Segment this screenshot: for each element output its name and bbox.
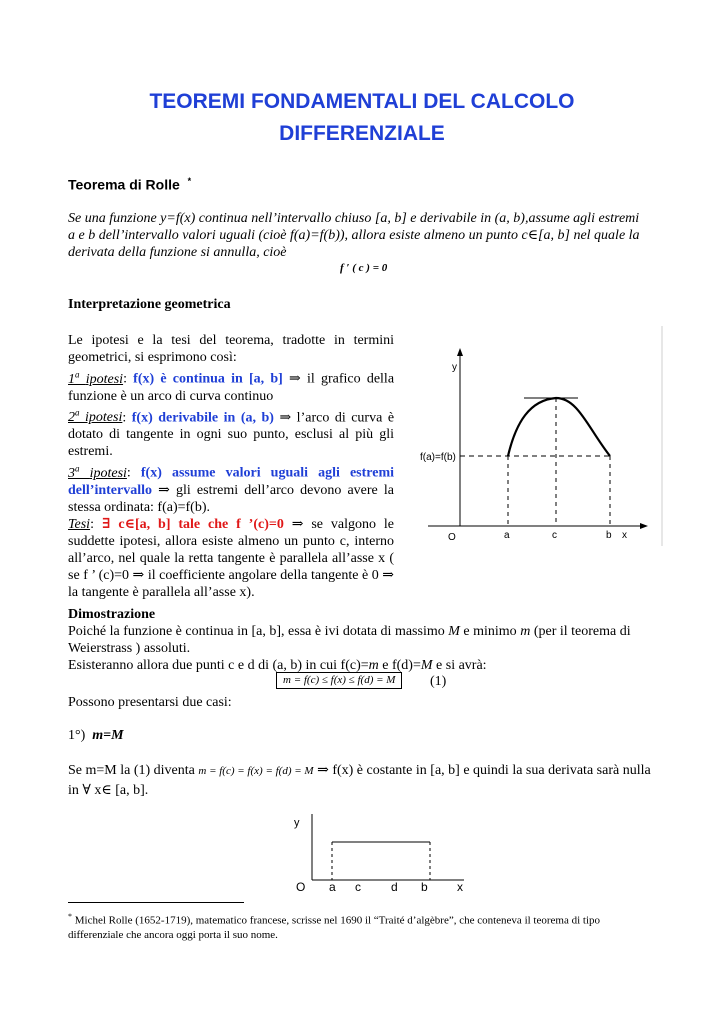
g1-y-label: y [452,362,457,373]
inequality-number: (1) [430,674,447,689]
case1-num: 1°) [68,728,86,743]
g1-x-label: x [622,530,627,541]
case1-body [68,761,658,801]
function-curve [508,398,610,456]
g2-d-label: d [391,880,398,894]
dim-heading: Dimostrazione [68,607,156,622]
rolle-graph [398,326,664,552]
case1-text-b: ⇒ f(x) è costante in [a, b] e quindi la sua derivata sarà nulla in ∀ x∈ [a, b]. [68,763,651,798]
y-axis-arrow [457,348,463,356]
rolle-formula: f ′ ( c ) = 0 [340,262,388,274]
tesi-rest: ⇒ se valgono le suddette ipotesi, allora esiste almeno un punto c, interno all’arco, nel quale la retta tangente è parallela all’asse x ( se f ’ (c)=0 ⇒ il coefficiente angolare della tangente è 0 ⇒ la tangente è parallela all’asse x). [68,516,394,600]
case1-formula: m = f(c) = f(x) = f(d) = M [198,765,314,777]
case1-heading [68,727,124,744]
rolle-heading-text: Teorema di Rolle [68,176,180,193]
x-axis-arrow [640,523,648,529]
g1-origin-label: O [448,532,456,543]
g1-c-label: c [552,530,557,541]
title-line-2: DIFFERENZIALE [279,122,445,145]
rolle-statement: Se una funzione y=f(x) continua nell’intervallo chiuso [a, b] e derivabile in (a, b),assume agli estremi a e b dell’intervallo valori uguali (cioè f(a)=f(b)), allora esiste almeno un punto c∈[a, b] nel quale la derivata della funzione si annulla, cioè [68,211,640,260]
case1-text-a: Se m=M la (1) diventa [68,763,195,778]
g2-c-label: c [355,880,361,894]
h1-label: 1$^a$ ipotesi [68,369,124,387]
cases-intro: Possono presentarsi due casi: [68,695,232,710]
case1-eq: m=M [92,728,124,743]
h1-colored: f(x) è continua in [a, b] [133,371,283,387]
g1-a-label: a [504,530,510,541]
constant-graph [286,808,476,902]
g2-x-label: x [457,880,463,894]
g1-b-label: b [606,530,612,541]
interp-heading: Interpretazione geometrica [68,297,231,312]
tesi-colored: ∃ c∈[a, b] tale che f ’(c)=0 [101,516,284,532]
rolle-footnote-mark: * [187,176,192,186]
dim-section [68,606,658,674]
h2-rest: ⇒ l’arco di curva è dotato di tangente in ogni suo punto, esclusi al più gli estremi. [68,410,395,460]
h3-rest: ⇒ gli estremi dell’arco devono avere la stessa ordinata: f(a)=f(b). [68,482,395,515]
inequality-box: m = f(c) ≤ f(x) ≤ f(d) = M [276,672,402,689]
footnote-text: Michel Rolle (1652-1719), matematico francese, scrisse nel 1690 il “Traité d’algèbre”, che conteneva il teorema di tipo differenziale che ancora oggi porta il suo nome. [68,914,601,941]
tesi-label: Tesi [68,516,91,532]
footnote-separator [68,902,244,903]
g2-origin-label: O [296,880,306,894]
g2-b-label: b [421,880,428,894]
dim-p1: Poiché la funzione è continua in [a, b], essa è ivi dotata di massimo M e minimo m (per il teorema di Weierstrass ) assoluti. [68,624,631,656]
g2-a-label: a [329,880,336,894]
h3-label: 3$^a$ ipotesi [68,463,127,481]
interp-body: Le ipotesi e la tesi del teorema, tradotte in termini geometrici, si esprimono così: 1$^a$ ipotesi: f(x) è continua in [a, b] ⇒ il grafico della funzione è un arco di curva continuo 2$^a$ ipotesi: f(x) derivabile in (a, b) ⇒ l’arco di curva è dotato di tangente in ogni suo punto, esclusi al più gli estremi. 3$^a$ ipotesi: f(x) assume valori uguali agli estremi dell’intervallo ⇒ gli estremi dell’arco devono avere la stessa ordinata: f(a)=f(b). Tesi: ∃ c∈[a, b] tale che f ’(c)=0 ⇒ se valgono le suddette ipotesi, allora esiste almeno un punto c, interno all’arco, nel quale la retta tangente è parallela all’asse x ( se f ’ (c)=0 ⇒ il coefficiente angolare della tangente è 0 ⇒ la tangente è parallela all’asse x). [68,333,395,600]
h2-colored: f(x) derivabile in (a, b) [131,410,274,426]
title-line-1: TEOREMI FONDAMENTALI DEL CALCOLO [149,90,575,113]
h1-rest: ⇒ il grafico della funzione è un arco di curva continuo [68,371,395,404]
h3-colored: f(x) assume valori uguali agli estremi dell’intervallo [68,465,394,498]
g2-y-label: y [294,817,300,829]
footnote [68,910,658,942]
footnote-mark: * [68,912,72,921]
g1-fa-label: f(a)=f(b) [420,452,456,463]
page-title [0,86,724,150]
h2-label: 2$^a$ ipotesi [68,407,123,426]
interp-intro: Le ipotesi e la tesi del teorema, tradotte in termini geometrici, si esprimono così: [68,333,394,365]
dim-p2: Esisteranno allora due punti c e d di (a, b) in cui f(c)=m e f(d)=M e si avrà: [68,658,487,673]
rolle-heading [68,176,191,193]
